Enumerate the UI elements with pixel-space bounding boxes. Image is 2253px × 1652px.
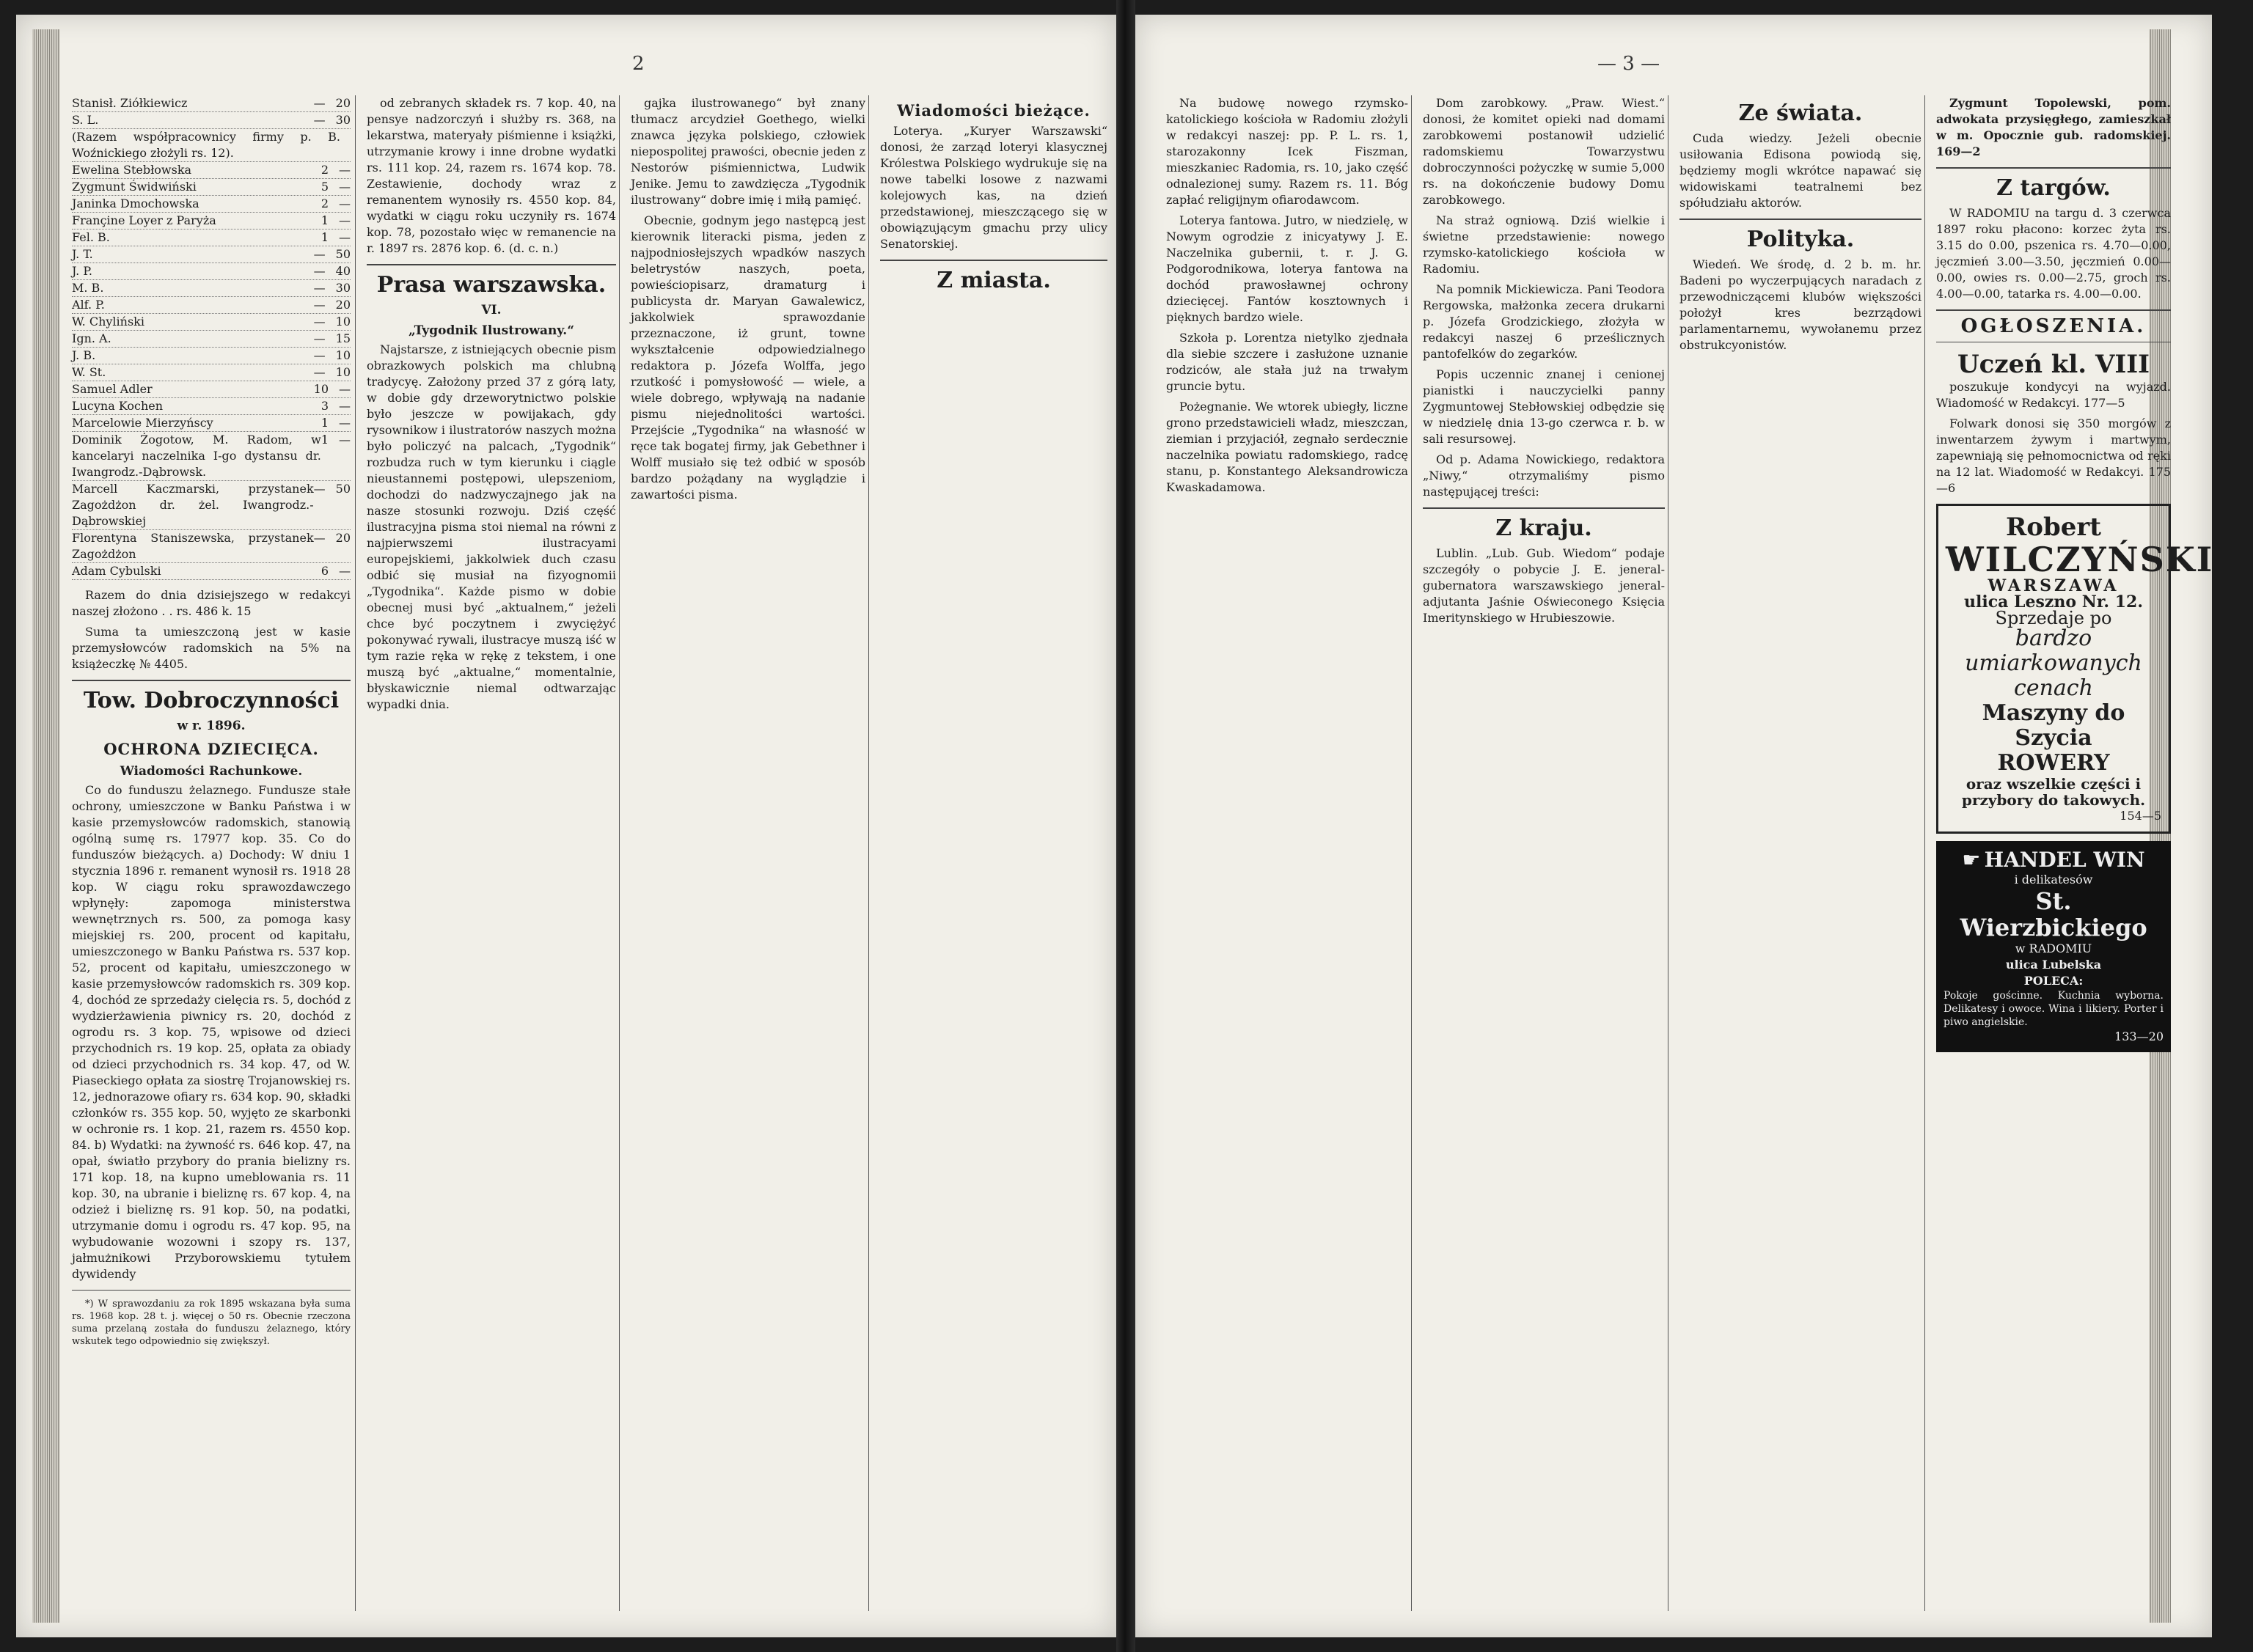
donor-amount bbox=[321, 432, 351, 480]
right-column-4 bbox=[1932, 95, 2214, 1611]
donor-name: Marcell Kaczmarski, przystanek Zagożdżon dr. żel. Iwangrodz.-Dąbrowskiej bbox=[72, 482, 314, 528]
ad-sell: Sprzedaje po bbox=[1995, 608, 2112, 628]
donor-kop: 15 bbox=[335, 331, 351, 345]
donor-rs: 2 bbox=[320, 163, 329, 177]
donor-amount bbox=[321, 398, 351, 414]
donor-row bbox=[72, 179, 351, 196]
donor-amount bbox=[314, 95, 351, 111]
ad-name: Robert bbox=[2006, 513, 2101, 542]
donor-name: Fel. B. bbox=[72, 230, 110, 244]
donor-row bbox=[72, 112, 351, 129]
donor-name: W. St. bbox=[72, 365, 106, 379]
donor-kop: — bbox=[339, 230, 351, 244]
donor-kop: 20 bbox=[335, 298, 351, 312]
uczen-ad-body: poszukuje kondycyi na wyjazd. Wiadomość w Redakcyi. 177—5 bbox=[1936, 380, 2171, 410]
divider bbox=[1936, 167, 2171, 169]
donor-name: Ign. A. bbox=[72, 331, 111, 345]
donor-amount bbox=[314, 280, 351, 296]
donor-row bbox=[72, 314, 351, 331]
donor-row bbox=[72, 331, 351, 348]
donor-amount bbox=[314, 112, 351, 128]
left-column-4 bbox=[876, 95, 1112, 1611]
donor-row bbox=[72, 95, 351, 112]
miasto-title: Z miasta. bbox=[937, 268, 1051, 293]
news-item: Szkoła p. Lorentza nietylko zjednała dla siebie szczere i zasłużone uznanie rodziców, ale stała już na trwałym gruncie bytu. bbox=[1166, 331, 1408, 393]
book-spine bbox=[1116, 0, 1135, 1652]
left-page bbox=[16, 15, 1116, 1637]
donor-rs: — bbox=[313, 365, 326, 379]
donor-amount bbox=[321, 179, 351, 195]
donor-amount bbox=[314, 297, 351, 313]
donor-kop: — bbox=[339, 382, 351, 396]
prasa-subtitle: „Tygodnik Ilustrowany.“ bbox=[409, 323, 574, 338]
donor-amount bbox=[314, 246, 351, 263]
donor-amount bbox=[314, 348, 351, 364]
divider bbox=[1423, 507, 1665, 509]
topolewski-notice: Zygmunt Topolewski, pom. adwokata przysięgłego, zamieszkał w m. Opocznie gub. radomskiej. 169—2 bbox=[1936, 96, 2171, 158]
ad-number: 133—20 bbox=[2114, 1029, 2164, 1043]
donor-rs: — bbox=[313, 247, 326, 261]
news-item: Na budowę nowego rzymsko-katolickiego kościoła w Radomiu złożyli w redakcyi naszej: pp. P. L. rs. 1, starozakonny Icek Fiszman, mieszkaniec Radomia, rs. 10, jako część odnalezionej sumy. Razem rs. 11. Bóg zapłać religijnym ofiarodawcom. bbox=[1166, 96, 1408, 207]
donor-amount bbox=[321, 213, 351, 229]
donor-row bbox=[72, 415, 351, 432]
donor-name: J. P. bbox=[72, 264, 92, 278]
column-rule bbox=[355, 95, 356, 1611]
donor-amount bbox=[314, 381, 351, 397]
donor-kop: 30 bbox=[335, 281, 351, 295]
donor-kop: 50 bbox=[335, 247, 351, 261]
donor-rs: 3 bbox=[320, 399, 329, 413]
donor-name: Dominik Żogotow, M. Radom, w kancelaryi naczelnika I-go dystansu dr. Iwangrodz.-Dąbrowsk. bbox=[72, 433, 321, 479]
donor-row bbox=[72, 196, 351, 213]
donor-name: Françine Loyer z Paryża bbox=[72, 213, 216, 227]
wiad-body: Loterya. „Kuryer Warszawski“ donosi, że zarząd loteryi klasycznej Królestwa Polskiego wydrukuje się na nowe tabelki losowe z nazwami kolejowych kas, na dzień przedstawionej, mieszczącego się w obowiązującym gmachu przy ulicy Senatorskiej. bbox=[880, 124, 1107, 251]
ad-street: ulica Leszno Nr. 12. bbox=[1964, 592, 2143, 612]
pointing-hand-icon: ☛ bbox=[1962, 848, 1981, 872]
donor-row bbox=[72, 129, 351, 162]
donor-kop: 20 bbox=[335, 96, 351, 110]
sum-text: Razem do dnia dzisiejszego w redakcyi naszej złożono . . rs. 486 k. 15 bbox=[72, 588, 351, 618]
donor-row bbox=[72, 297, 351, 314]
donor-name: Adam Cybulski bbox=[72, 564, 161, 578]
donor-name: Ewelina Stebłowska bbox=[72, 163, 192, 177]
wiad-title: Wiadomości bieżące. bbox=[897, 101, 1091, 120]
ad-name: St. Wierzbickiego bbox=[1960, 887, 2147, 941]
donor-rs: — bbox=[313, 331, 326, 345]
donor-rs: — bbox=[313, 281, 326, 295]
donor-name: Alf. P. bbox=[72, 298, 105, 312]
donor-amount bbox=[340, 129, 351, 161]
targow-title: Z targów. bbox=[1996, 175, 2111, 201]
prasa-number: VI. bbox=[481, 303, 502, 317]
uczen-ad-title: Uczeń kl. VIII bbox=[1957, 350, 2150, 379]
col3-top: gajka ilustrowanego“ był znany tłumacz arcydzieł Goethego, wielki znawca języka polskiego, człowiek niepospolitej prawości, obecnie jeden z Nestorów piśmiennictwa, Ludwik Jenike. Jemu to zawdzięcza „Tygodnik ilustrowany“ dobre imię i miłą pamięć. bbox=[631, 96, 865, 207]
sum-note: Suma ta umieszczoną jest w kasie przemysłowców radomskich na 5% na książeczkę № 4405. bbox=[72, 625, 351, 671]
donor-kop: — bbox=[339, 180, 351, 194]
divider bbox=[1936, 309, 2171, 311]
ad-poleca: POLECA: bbox=[2023, 974, 2084, 988]
donor-rs: — bbox=[313, 113, 326, 127]
donor-rs: 5 bbox=[320, 180, 329, 194]
donor-name: Samuel Adler bbox=[72, 382, 153, 396]
news-item: Pożegnanie. We wtorek ubiegły, liczne grono przedstawicieli władz, mieszczan, ziemian i przyjaciół, zegnało serdecznie naczelnika powiatu radomskiego, radcę stanu, p. Konstantego Aleksandrowicza Kwaskadamowa. bbox=[1166, 400, 1408, 494]
donor-rs: 1 bbox=[320, 230, 329, 244]
right-column-2 bbox=[1418, 95, 1669, 1611]
donor-rs: 1 bbox=[320, 213, 329, 227]
footnote: *) W sprawozdaniu za rok 1895 wskazana była suma rs. 1968 kop. 28 t. j. więcej o 50 rs. Obecnie rzeczona suma przelaną została do funduszu żelaznego, który wskutek tego odpowiednio się zwiększył. bbox=[72, 1299, 351, 1347]
donor-name: Marcelowie Mierzyńscy bbox=[72, 416, 213, 430]
column-rule bbox=[868, 95, 869, 1611]
left-column-3 bbox=[626, 95, 870, 1611]
page-number-left: 2 bbox=[632, 53, 645, 75]
ad-machines: Maszyny do Szycia bbox=[1982, 700, 2125, 751]
column-rule bbox=[1411, 95, 1412, 1611]
right-column-1 bbox=[1162, 95, 1413, 1611]
donor-rs: — bbox=[313, 264, 326, 278]
left-column-1 bbox=[67, 95, 355, 1611]
donor-rs: — bbox=[313, 482, 326, 496]
polityka-body: Wiedeń. We środę, d. 2 b. m. hr. Badeni po wyczerpujących naradach z przewodniczącemi klubów większości położył kres bezrządowi parlamentarnemu, wywołanemu przez obstrukcyonistów. bbox=[1679, 257, 1922, 352]
swiata-body: Cuda wiedzy. Jeżeli obecnie usiłowania Edisona powiodą się, będziemy mogli wkrótce napawać się widowiskami teatralnemi bez spółudziału aktorów. bbox=[1679, 131, 1922, 210]
donor-amount bbox=[314, 530, 351, 562]
ad-surname: WILCZYŃSKI bbox=[1946, 540, 2214, 579]
divider bbox=[72, 680, 351, 681]
donor-kop: — bbox=[339, 213, 351, 227]
donor-rs: 2 bbox=[320, 197, 329, 210]
donor-rs: 10 bbox=[313, 382, 329, 396]
tow-subtitle: OCHRONA DZIECIĘCA. bbox=[103, 740, 319, 758]
column-rule bbox=[619, 95, 620, 1611]
donor-name: J. B. bbox=[72, 348, 96, 362]
ad-bikes: ROWERY bbox=[1997, 750, 2110, 776]
donor-kop: — bbox=[339, 197, 351, 210]
ogloszenia-title: OGŁOSZENIA. bbox=[1960, 315, 2147, 337]
donor-kop: 30 bbox=[335, 113, 351, 127]
ad-street: ulica Lubelska bbox=[2005, 958, 2102, 972]
donor-kop: — bbox=[339, 416, 351, 430]
page-number-right: — 3 — bbox=[1597, 53, 1660, 75]
donor-amount bbox=[314, 314, 351, 330]
col3-body: Obecnie, godnym jego następcą jest kierownik literacki pisma, jeden z najpodniosłejszych wpadków naszych beletrystów naszych, poeta, powieściopisarz, dramaturg i publicysta dr. Maryan Gawalewicz, jakkolwiek sprawozdanie przeznaczone, iż grunt, towne wykształcenie odpowiedzialnego redaktora p. Józefa Wolffa, jego rzutkość i pomysłowość — wiele, a wiele dobrego, wpływają na nadanie pismu niejednolitości wartości. Przejście „Tygodnika“ na własność w ręce tak bogatej firmy, jak Gebethner i Wolff musiało się też odbić w sposób bardzo pożądany na wyglądzie i zawartości pisma. bbox=[631, 213, 865, 502]
ad-prices: bardzo umiarkowanych cenach bbox=[1965, 625, 2142, 701]
prasa-title: Prasa warszawska. bbox=[376, 272, 607, 298]
donor-row bbox=[72, 530, 351, 563]
donor-name: Lucyna Kochen bbox=[72, 399, 164, 413]
donor-name: M. B. bbox=[72, 281, 104, 295]
donor-rs: 1 bbox=[320, 416, 329, 430]
donor-rs: — bbox=[313, 531, 326, 545]
donor-kop: 10 bbox=[335, 348, 351, 362]
donor-kop: — bbox=[339, 564, 351, 578]
donor-list bbox=[72, 95, 351, 580]
donor-kop: 50 bbox=[335, 482, 351, 496]
donor-name: W. Chyliński bbox=[72, 315, 144, 328]
col2-top: od zebranych składek rs. 7 kop. 40, na pensye nadzorczyń i służby rs. 368, na lekarstwa, materyały piśmienne i książki, utrzymanie krowy i inne drobne wydatki rs. 111 kop. 24, razem rs. 1674 kop. 78. Zestawienie, dochody wraz z remanentem wynosiły rs. 4550 kop. 84, wydatki w ciągu roku uczyniły rs. 1674 kop. 78, pozostało więc w remanencie na r. 1897 rs. 2876 kop. 6. (d. c. n.) bbox=[367, 96, 616, 255]
donor-name: S. L. bbox=[72, 113, 99, 127]
donor-name: J. T. bbox=[72, 247, 93, 261]
news-item: Popis uczennic znanej i cenionej pianistki i nauczycielki panny Zygmuntowej Stebłowskiej odbędzie się w niedzielę dnia 13-go czerwca r. b. w sali resursowej. bbox=[1423, 367, 1665, 446]
ad-body: Pokoje gościnne. Kuchnia wyborna. Delikatesy i owoce. Wina i likiery. Porter i piwo angielskie. bbox=[1944, 990, 2164, 1028]
tow-body: Co do funduszu żelaznego. Fundusze stałe ochrony, umieszczone w Banku Państwa i w kasie przemysłowców radomskich, stanowią ogólną sumę rs. 17977 kop. 35. Co do funduszów bieżących. a) Dochody: W dniu 1 stycznia 1896 r. remanent wynosił rs. 1918 28 kop. W ciągu roku sprawozdawczego wpłynęły: zapomoga ministerstwa wewnętrznych rs. 500, za pomoga kasy miejskiej rs. 200, procent od kapitału, umieszczonego w Banku Państwa rs. 537 kop. 52, procent od kapitału, umieszczonego w kasie przemysłowców radomskich rs. 309 kop. 4, dochód ze sprzedaży cielęcia rs. 5, dochód z wydzierżawienia piwnicy rs. 20, dochód z ogrodu rs. 3 kop. 75, wpisowe od dzieci przychodnich rs. 19 kop. 25, opłata za obiady od dzieci przychodnich rs. 34 kop. 47, od W. Piaseckiego opłata za siostrę Trojanowskiej rs. 12, jednorazowe ofiary rs. 634 kop. 90, składki członków rs. 355 kop. 50, wyjęto ze skarbonki w ochronie rs. 1 kop. 21, razem rs. 4550 kop. 84. b) Wydatki: na żywność rs. 646 kop. 47, na opał, światło przybory do prania bielizny rs. 171 kop. 18, na kupno umeblowania rs. 11 kop. 30, na ubranie i bieliznę rs. 67 kop. 4, na odzież i bieliznę rs. 91 kop. 50, na podatki, utrzymanie domu i ogrodu rs. 47 kop. 95, na wybudowanie wozowni i szopy rs. 137, jałmużnikowi Przyborowskiemu tytułem dywidendy bbox=[72, 783, 351, 1281]
donor-name: Janinka Dmochowska bbox=[72, 197, 199, 210]
wierzbicki-ad bbox=[1936, 841, 2171, 1052]
ad-title: HANDEL WIN bbox=[1984, 848, 2145, 872]
column-rule bbox=[1924, 95, 1925, 1611]
donor-name: (Razem współpracownicy firmy p. B. Woźnickiego złożyli rs. 12). bbox=[72, 130, 340, 160]
divider bbox=[367, 264, 616, 265]
news-item: Na straż ogniową. Dziś wielkie i świetne przedstawienie: nowego rzymsko-katolickiego kościoła w Radomiu. bbox=[1423, 213, 1665, 276]
donor-amount bbox=[321, 162, 351, 178]
tow-title: Tow. Dobroczynności bbox=[83, 688, 340, 713]
donor-amount bbox=[321, 415, 351, 431]
donor-row bbox=[72, 364, 351, 381]
news-item: Na pomnik Mickiewicza. Pani Teodora Rergowska, małżonka zecera drukarni p. Józefa Grodzickiego, złożyła w redakcyi naszej 6 prześlicznych pantofelków do zegarków. bbox=[1423, 282, 1665, 361]
donor-amount bbox=[321, 196, 351, 212]
donor-row bbox=[72, 213, 351, 230]
news-item: Loterya fantowa. Jutro, w niedzielę, w Nowym ogrodzie z inicyatywy J. E. Naczelnika gubernii, t. r. J. G. Podgorodnikowa, loterya fantowa na dochód prawosławnej ochrony dziecięcej. Fantów kosztownych i pięknych bardzo wiele. bbox=[1166, 213, 1408, 324]
donor-row bbox=[72, 563, 351, 580]
divider bbox=[880, 260, 1107, 261]
tow-year: w r. 1896. bbox=[177, 719, 246, 733]
ad-number: 154—5 bbox=[2120, 809, 2161, 823]
donor-amount bbox=[314, 481, 351, 529]
ad-city: WARSZAWA bbox=[1988, 576, 2120, 595]
polityka-title: Polityka. bbox=[1746, 227, 1855, 252]
donor-name: Zygmunt Świdwiński bbox=[72, 180, 197, 194]
donor-row bbox=[72, 246, 351, 263]
donor-row bbox=[72, 381, 351, 398]
donor-kop: 20 bbox=[335, 531, 351, 545]
donor-row bbox=[72, 280, 351, 297]
donor-amount bbox=[314, 364, 351, 381]
donor-name: Stanisł. Ziółkiewicz bbox=[72, 96, 188, 110]
donor-rs: 6 bbox=[320, 564, 329, 578]
ad-subtitle: i delikatesów bbox=[2014, 873, 2093, 886]
donor-row bbox=[72, 432, 351, 481]
donor-amount bbox=[314, 331, 351, 347]
donor-kop: 10 bbox=[335, 315, 351, 328]
swiata-title: Ze świata. bbox=[1738, 100, 1863, 126]
ad-city: w RADOMIU bbox=[2015, 941, 2092, 955]
donor-rs: — bbox=[313, 315, 326, 328]
wilczynski-ad bbox=[1936, 504, 2214, 834]
left-column-2 bbox=[362, 95, 620, 1611]
page-edge bbox=[32, 29, 60, 1623]
divider bbox=[1679, 219, 1922, 220]
prasa-body: Najstarsze, z istniejących obecnie pism obrazkowych polskich ma chlubną tradycyę. Założony przed 37 z górą laty, w dobie gdy drzeworytnictwo polskie było jeszcze w powijakach, gdy rysownikow i ilustratorów naszych można było policzyć na palcach, „Tygodnik“ rozbudza ruch w tym kierunku i ciągle nieustannemi postępowi, ulepszeniom, dochodzi do nadzwyczajnego jak na nasze stosunki rozwoju. Dziś część ilustracyjna pisma stoi niemal na równi z najpierwszemi ilustracyami europejskiemi, jakkolwiek duch czasu odbić się musiał na fizyognomii „Tygodnika“. Każde pismo w dobie obecnej musi być „aktualnem,“ jeżeli chce być poczytnem i zwyciężyć pokonywać rywali, ilustracye muszą iść w tym razie ręka w rękę z tekstem, i one muszą być „aktualne,“ momentalnie, błyskawicznie niemal odtwarzając wypadki dnia. bbox=[367, 342, 616, 711]
donor-row bbox=[72, 263, 351, 280]
donor-kop: — bbox=[339, 433, 351, 447]
donor-row bbox=[72, 481, 351, 530]
donor-rs: — bbox=[313, 96, 326, 110]
folwark-ad: Folwark donosi się 350 morgów z inwentarzem żywym i martwym, zapewniają się pełnomocnictwa od ręki na 12 lat. Wiadomość w Redakcyi. 175—6 bbox=[1936, 416, 2171, 495]
donor-row bbox=[72, 348, 351, 364]
donor-rs: 1 bbox=[320, 433, 329, 447]
donor-kop: 10 bbox=[335, 365, 351, 379]
news-item: Lublin. „Lub. Gub. Wiedom“ podaje szczegóły o pobycie J. E. jeneral-gubernatora warszawskiego jeneral-adjutanta Jaśnie Oświeconego Księcia Imeritynskiego w Hrubieszowie. bbox=[1423, 546, 1665, 625]
donor-kop: 40 bbox=[335, 264, 351, 278]
right-column-3 bbox=[1675, 95, 1926, 1611]
donor-name: Florentyna Staniszewska, przystanek Zagożdżon bbox=[72, 531, 314, 561]
donor-row bbox=[72, 162, 351, 179]
tow-subtitle-2: Wiadomości Rachunkowe. bbox=[120, 764, 303, 779]
zkraju-title: Z kraju. bbox=[1495, 515, 1592, 541]
donor-rs: — bbox=[313, 298, 326, 312]
divider bbox=[72, 1290, 351, 1291]
donor-kop: — bbox=[339, 163, 351, 177]
donor-row bbox=[72, 230, 351, 246]
donor-amount bbox=[314, 263, 351, 279]
right-page bbox=[1135, 15, 2212, 1637]
donor-amount bbox=[321, 563, 351, 579]
donor-kop: — bbox=[339, 399, 351, 413]
donor-amount bbox=[321, 230, 351, 246]
news-item: Dom zarobkowy. „Praw. Wiest.“ donosi, że komitet opieki nad domami zarobkowemi postanowił udzielić radomskiemu Towarzystwu dobroczynności pożyczkę w sumie 5,000 rs. na dokończenie budowy Domu zarobkowego. bbox=[1423, 96, 1665, 207]
targow-body: W RADOMIU na targu d. 3 czerwca 1897 roku płacono: korzec żyta rs. 3.15 do 0.00, pszenica rs. 4.70—0.00, jęczmień 3.00—3.50, jęczmień 0.00—0.00, owies rs. 0.00—2.75, groch rs. 4.00—0.00, tatarka rs. 4.00—0.00. bbox=[1936, 206, 2171, 301]
ad-parts: oraz wszelkie części i przybory do takowych. bbox=[1961, 775, 2146, 809]
donor-rs: — bbox=[313, 348, 326, 362]
news-item: Od p. Adama Nowickiego, redaktora „Niwy,“ otrzymaliśmy pismo następującej treści: bbox=[1423, 452, 1665, 499]
donor-row bbox=[72, 398, 351, 415]
